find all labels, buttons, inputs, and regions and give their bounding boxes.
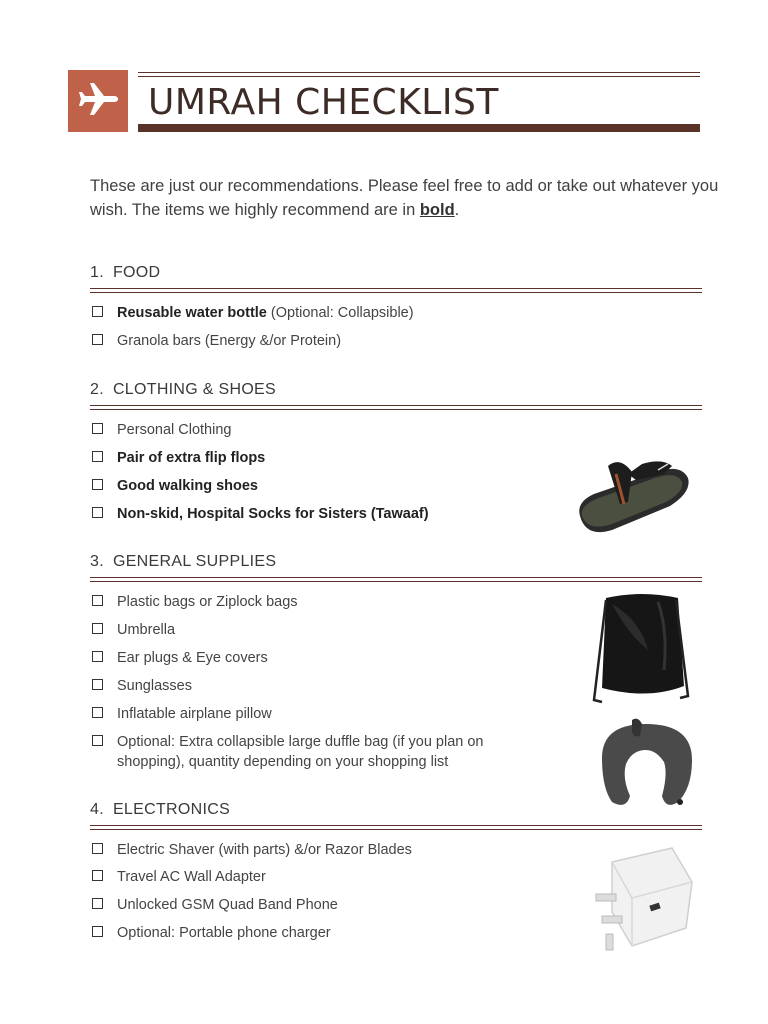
list-item: Unlocked GSM Quad Band Phone [117,897,338,913]
intro-bold-word: bold [419,201,455,219]
list-item: Ear plugs & Eye covers [117,650,268,666]
airplane-icon [74,78,122,124]
list-item: Inflatable airplane pillow [117,706,272,722]
list-item: Optional: Portable phone charger [117,925,331,941]
flip-flop-image [572,444,694,540]
checkbox[interactable] [92,423,103,434]
header-rule-top-2 [138,76,700,77]
checkbox[interactable] [92,735,103,746]
list-item: Pair of extra flip flops [117,450,266,466]
checkbox[interactable] [92,334,103,345]
section-rule [90,405,702,406]
list-item: Good walking shoes [117,478,258,494]
section-rule [90,825,702,826]
checkbox[interactable] [92,595,103,606]
header-rule-bottom [138,124,700,132]
list-item: Sunglasses [117,678,192,694]
section-heading-clothing: 2. CLOTHING & SHOES [90,381,277,398]
intro-text: These are just our recommendations. Please feel free to add or take out whatever you wish. The items we highly recommend are in [90,177,719,219]
list-item: Personal Clothing [117,422,232,438]
section-rule [90,577,702,578]
page-title: UMRAH CHECKLIST [148,82,499,123]
logo-box [68,70,128,132]
section-heading-electronics: 4. ELECTRONICS [90,801,231,818]
checkbox[interactable] [92,623,103,634]
checkbox[interactable] [92,306,103,317]
checkbox[interactable] [92,479,103,490]
checkbox[interactable] [92,898,103,909]
header-rule-top [138,72,700,73]
section-rule [90,581,702,582]
section-rule [90,288,702,289]
checkbox[interactable] [92,926,103,937]
list-item: Granola bars (Energy &/or Protein) [117,333,342,349]
section-rule [90,829,702,830]
intro-text-end: . [454,201,460,219]
checkbox[interactable] [92,451,103,462]
list-item: Reusable water bottle (Optional: Collapsible) [117,305,414,321]
drawstring-bag-image [588,590,694,714]
list-item: Optional: Extra collapsible large duffle bag (if you plan on shopping), quantity depending on your shopping list [117,734,484,770]
list-item: Non-skid, Hospital Socks for Sisters (Tawaaf) [117,506,429,522]
checkbox[interactable] [92,651,103,662]
list-item: Umbrella [117,622,176,638]
checkbox[interactable] [92,707,103,718]
section-rule [90,409,702,410]
wall-adapter-image [582,842,698,952]
intro-paragraph [90,174,720,222]
checkbox[interactable] [92,507,103,518]
checkbox[interactable] [92,843,103,854]
neck-pillow-image [592,718,700,810]
checkbox[interactable] [92,870,103,881]
section-rule [90,292,702,293]
list-item: Electric Shaver (with parts) &/or Razor Blades [117,842,412,858]
section-heading-food: 1. FOOD [90,264,161,281]
list-item: Travel AC Wall Adapter [117,869,266,885]
list-item: Plastic bags or Ziplock bags [117,594,298,610]
section-heading-general-supplies: 3. GENERAL SUPPLIES [90,553,277,570]
checkbox[interactable] [92,679,103,690]
